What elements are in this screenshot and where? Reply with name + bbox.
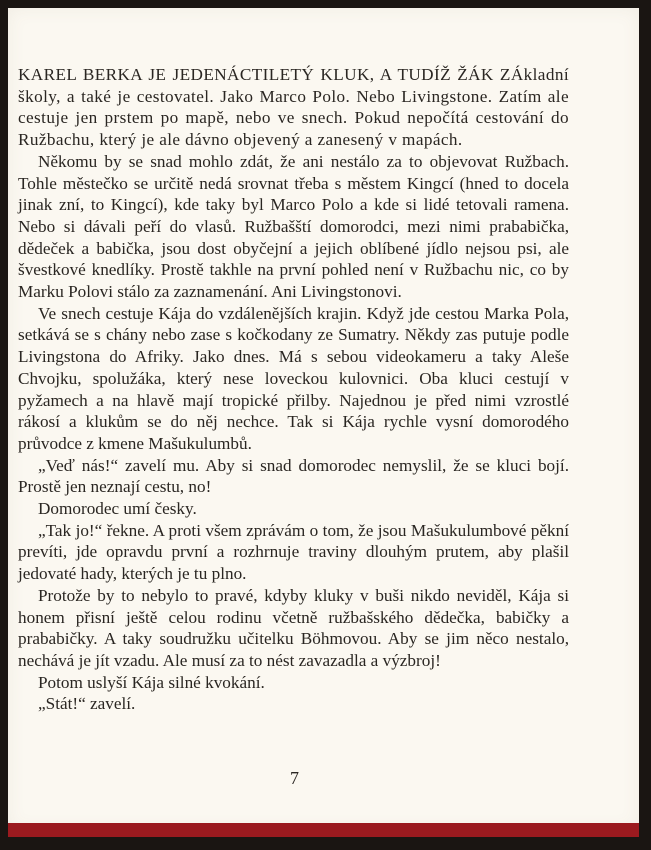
paragraph-9: „Stát!“ zavelí. bbox=[38, 694, 136, 714]
paragraph-3: Ve snech cestuje Kája do vzdálenějších krajin. Když jde cestou Marka Pola, setkává se s chány nebo zase s kočkodany ze Sumatry. Někdy zas putuje podle Livingstona do Afriky. Jako dnes. Má s sebou videokameru a taky Aleše Chvojku, spolužáka, který nese loveckou kulovnici. Oba kluci cestují v pyžamech a na hlavě mají tropické přilby. Najednou je před nimi vzrostlé rákosí a klukům se do něj nechce. Tak si Kája rychle vysní domorodého průvodce z kmene Mašukulumbů. bbox=[18, 303, 569, 453]
paragraph-2: Někomu by se snad mohlo zdát, že ani nestálo za to objevovat Ružbach. Tohle městečko se určitě nedá srovnat třeba s městem Kingcí (hned to docela jinak zní, to Kingcí), kde taky byl Marco Polo a kde si lidé tetovali ramena. Nebo si dávali peří do vlasů. Ružbašští domorodci, mezi nimi prababička, dědeček a babička, jsou dost obyčejní a jejich oblíbené jídlo nejsou psi, ale švestkové knedlíky. Prostě takhle na první pohled není v Ružbachu nic, co by Marku Polovi stálo za zaznamenání. Ani Livingstonovi. bbox=[18, 151, 569, 302]
page-edge-strip bbox=[8, 823, 639, 837]
paragraph-1: KAREL BERKA JE JEDENÁCTILETÝ KLUK, A TUDÍŽ ŽÁK ZÁkladní školy, a také je cestovatel. Jako Marco Polo. Nebo Livingstone. Zatím ale cestuje jen prstem po mapě, nebo ve snech. Pokud nepočítá cestování do Ružbachu, který je ale dávno objevený a zanesený v mapách. bbox=[18, 65, 569, 150]
paragraph-6: „Tak jo!“ řekne. A proti všem zprávám o tom, že jsou Mašukulumbové pěkní prevíti, jde opravdu první a rozhrnuje traviny dlouhým prutem, aby plašil jedovaté hady, kterých je tu plno. bbox=[18, 520, 569, 584]
paragraph-5: Domorodec umí česky. bbox=[38, 499, 197, 519]
paragraph-7: Protože by to nebylo to pravé, kdyby kluky v buši nikdo neviděl, Kája si honem přisní ještě celou rodinu včetně ružbašského dědečka, babičky a prababičky. A taky soudružku učitelku Böhmovou. Aby se jim něco nestalo, nechává je jít vzadu. Ale musí za to nést zavazadla a výzbroj! bbox=[18, 585, 569, 670]
page-number: 7 bbox=[290, 768, 299, 788]
paragraph-8: Potom uslyší Kája silné kvokání. bbox=[38, 672, 265, 692]
paragraph-4: „Veď nás!“ zavelí mu. Aby si snad domorodec nemyslil, že se kluci bojí. Prostě jen neznají cestu, no! bbox=[18, 455, 569, 497]
body-text bbox=[18, 64, 569, 715]
